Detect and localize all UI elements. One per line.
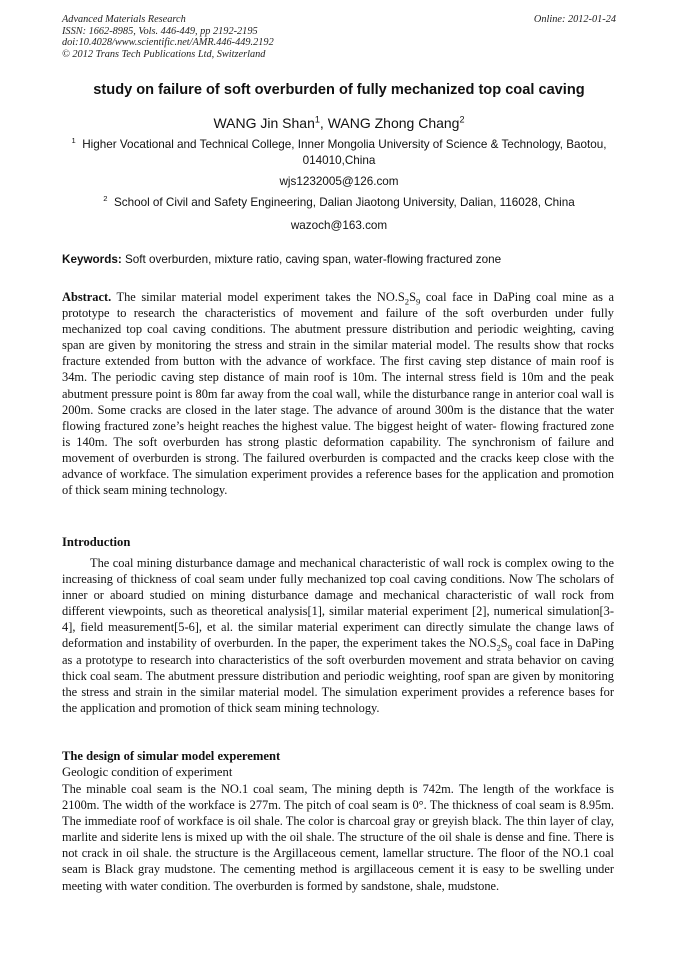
introduction-body [62, 555, 614, 716]
abstract-sub-2: 9 [416, 296, 421, 307]
author-line [40, 115, 638, 131]
journal-header [62, 14, 616, 60]
introduction-paragraph [62, 555, 614, 716]
design-subheading: Geologic condition of experiment [62, 765, 233, 779]
paper-title: study on failure of soft overburden of fully mechanized top coal caving [93, 82, 585, 98]
abstract-mid: S [409, 290, 417, 304]
abstract-label: Abstract. [62, 290, 112, 304]
introduction-text-post: coal face in DaPing as a prototype to research into characteristics of the soft overburden movement and strata behavior on caving thick coal seam. The abutment pressure distribution and periodic weighting, roof span are given by monitoring the stress and strain in the similar material model. The simulation experiment provides a reference bases for the application and promotion of thick seam mining technology. [62, 636, 614, 715]
affiliation-1-mark: 1 [71, 136, 76, 146]
email-1[interactable]: wjs1232005@126.com [279, 175, 399, 188]
abstract-text-post: coal face in DaPing coal mine as a prototype to research the characteristics of movement and failure of the soft overburden under fully mechanized top coal caving conditions. The abutment pressure distribution and periodic weighting, caving span are given by monitoring the stress and strain in the similar material model. The results show that rocks fracture extended from button with the advance of workface. The first caving step distance of main roof is 34m. The periodic caving step distance of main roof is 10m. The internal stress field is 10m and the peak abutment pressure point is 80m far away from the coal wall, while the disturbance range in anterior coal wall is 200m. Some cracks are closed in the later stage. The advance of around 300m is the distance that the water flowing fractured zone’s height reaches the highest value. The biggest height of water- flowing fractured zone is 140m. The soft overburden has strong plastic deformation capability. The synchronism of failure and movement of overburden is strong. The failured overburden is compacted and the cracks keep close with the advance of workface. The simulation experiment provides a reference bases for the application and promotion of thick seam mining technology. [62, 290, 615, 498]
keywords [62, 253, 618, 266]
keywords-text: Soft overburden, mixture ratio, caving span, water-flowing fractured zone [125, 253, 502, 266]
affiliation-1 [64, 137, 614, 168]
author-2: WANG Zhong Chang [327, 115, 460, 131]
affiliation-1-text: Higher Vocational and Technical College, Inner Mongolia University of Science & Technology, Baotou, 014010,China [82, 138, 607, 167]
journal-name: Advanced Materials Research [62, 14, 186, 25]
design-body [62, 781, 614, 894]
doi-line[interactable]: doi:10.4028/www.scientific.net/AMR.446-449.2192 [62, 37, 274, 49]
email-2[interactable]: wazoch@163.com [290, 219, 388, 232]
design-paragraph: The minable coal seam is the NO.1 coal seam, The mining depth is 742m. The length of the workface is 2100m. The width of the workface is 277m. The pitch of coal seam is 0°. The thickness of coal seam is 8.95m. The immediate roof of workface is oil shale. The color is charcoal gray or greyish black. The thin layer of clay, marlite and siderite lens is mixed up with the oil shale. The structure of the oil shale is dense and fine. There is not crack in oil shale. the structure is the Argillaceous cement, lamellar structure. The floor of the NO.1 coal seam is Black gray mudstone. The cementing method is argillaceous cement it is easy to be swelling under meeting with water condition. The overburden is formed by sandstone, shale, mudstone. [62, 782, 614, 893]
abstract [62, 289, 614, 498]
author-1-mark: 1 [314, 114, 320, 125]
affiliation-2-mark: 2 [103, 194, 108, 204]
affiliation-2 [64, 195, 614, 211]
author-2-mark: 2 [459, 114, 465, 125]
abstract-sub-1: 2 [404, 296, 410, 307]
design-heading: The design of simular model experement [62, 749, 281, 763]
copyright-line: © 2012 Trans Tech Publications Ltd, Switzerland [62, 48, 266, 60]
introduction-sub-2: 9 [507, 642, 513, 653]
introduction-sub-1: 2 [496, 642, 501, 653]
introduction-heading: Introduction [62, 535, 131, 549]
affiliation-2-text: School of Civil and Safety Engineering, Dalian Jiaotong University, Dalian, 116028, China [113, 196, 575, 209]
author-1: WANG Jin Shan [213, 115, 315, 131]
keywords-label: Keywords: [62, 253, 122, 266]
author-separator: , [319, 115, 328, 131]
issn-line: ISSN: 1662-8985, Vols. 446-449, pp 2192-2195 [62, 25, 258, 37]
abstract-text-pre: The similar material model experiment takes the NO.S [116, 290, 405, 304]
introduction-text-pre: The coal mining disturbance damage and mechanical characteristic of wall rock is complex owing to the increasing of thickness of coal seam under fully mechanized top coal caving conditions. Now The scholars of inner or aboard studied on mining disturbance damage and mechanical characteristic of wall rock from different viewpoints, such as theoretical analysis[1], similar material experiment [2], numerical simulation[3-4], field measurement[5-6], et al. the similar material experiment can directly simulate the change laws of deformation and instability of overburden. In the paper, the experiment takes the NO.S [62, 556, 614, 651]
online-date: Online: 2012-01-24 [533, 14, 616, 25]
introduction-mid: S [500, 636, 508, 651]
